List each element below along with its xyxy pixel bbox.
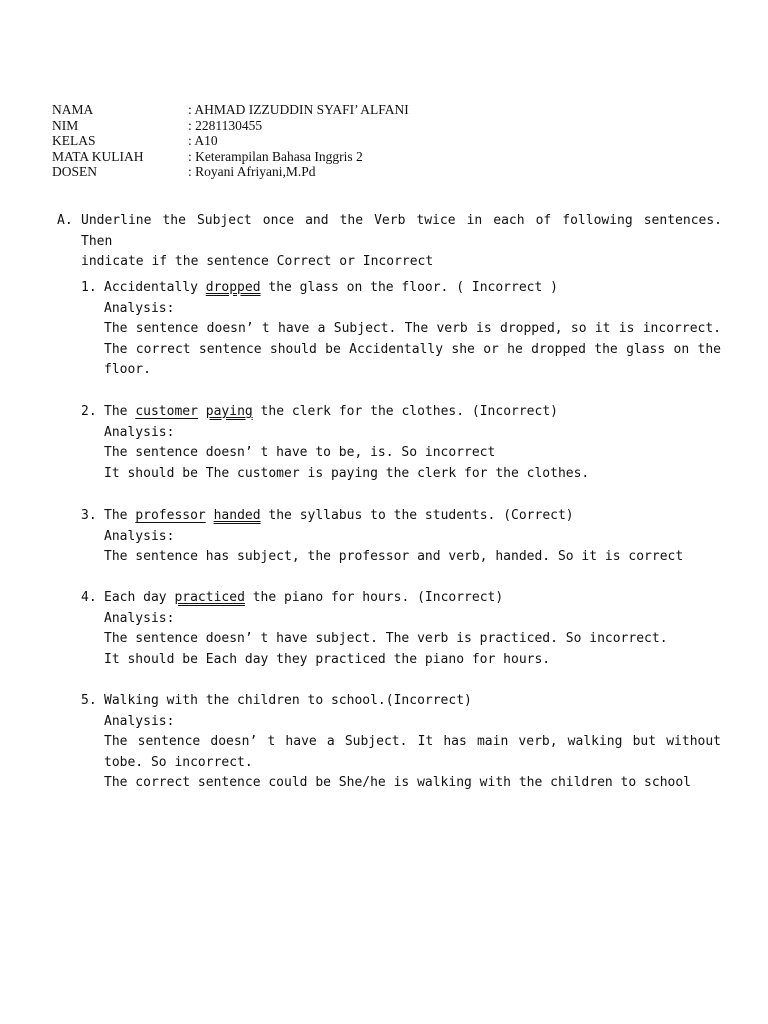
list-item (81, 402, 721, 484)
analysis-line: The sentence doesn’ t have a Subject. It has main verb, walking but without (104, 734, 721, 750)
analysis-line: It should be The customer is paying the clerk for the clothes. (104, 465, 590, 481)
list-item (81, 278, 721, 381)
subject-underlined: customer (135, 404, 198, 419)
sentence-text: the piano for hours. (Incorrect) (244, 590, 504, 605)
analysis-label: Analysis: (104, 610, 175, 626)
sentence-text (198, 404, 206, 419)
info-row-dosen (52, 164, 409, 180)
analysis-label: Analysis: (104, 528, 175, 544)
section-marker: A. (57, 213, 73, 228)
analysis-label: Analysis: (104, 713, 175, 729)
analysis-label: Analysis: (104, 300, 175, 316)
analysis-line: The sentence doesn’ t have to be, is. So incorrect (104, 445, 496, 461)
instruction-line: Underline the Subject once and the Verb twice in each of following sentences. Then (81, 213, 722, 249)
info-value: : Keterampilan Bahasa Inggris 2 (188, 148, 363, 164)
info-row-nim (52, 118, 409, 134)
list-item (81, 506, 721, 568)
analysis-line: The correct sentence should be Accidentally she or he dropped the glass on the (104, 341, 721, 357)
info-value: : AHMAD IZZUDDIN SYAFI’ ALFANI (188, 102, 409, 117)
section-instructions (57, 211, 722, 273)
analysis-line: It should be Each day they practiced the piano for hours. (104, 651, 551, 667)
item-sentence (104, 278, 721, 299)
info-label: MATA KULIAH (52, 148, 144, 164)
analysis-line: The correct sentence could be She/he is walking with the children to school (104, 775, 691, 791)
info-label: KELAS (52, 133, 96, 148)
info-row-nama (52, 102, 409, 118)
item-sentence (104, 506, 721, 527)
item-sentence (104, 402, 721, 423)
item-number: 1. (81, 280, 97, 295)
sentence-text: The (104, 508, 136, 523)
analysis-line: tobe. So incorrect. (104, 754, 253, 770)
verb-underlined: dropped (205, 280, 261, 295)
item-sentence (104, 588, 721, 609)
sentence-text: Each day (104, 590, 175, 605)
instruction-line: indicate if the sentence Correct or Incorrect (81, 254, 434, 270)
info-label: NAMA (52, 102, 94, 117)
sentence-text: the glass on the floor. ( Incorrect ) (260, 280, 558, 295)
verb-underlined: practiced (174, 590, 245, 605)
item-number: 4. (81, 590, 97, 605)
item-number: 3. (81, 508, 97, 523)
info-label: DOSEN (52, 164, 98, 179)
list-item (81, 588, 721, 670)
subject-underlined: professor (135, 508, 206, 523)
info-row-mata-kuliah (52, 149, 409, 165)
info-row-kelas (52, 133, 409, 149)
info-label: NIM (52, 117, 79, 133)
item-sentence: Walking with the children to school.(Incorrect) (104, 693, 472, 708)
sentence-text: The (104, 404, 136, 419)
verb-underlined: handed (213, 508, 261, 523)
analysis-label: Analysis: (104, 424, 175, 440)
info-value: : Royani Afriyani,M.Pd (188, 164, 316, 179)
list-item (81, 691, 721, 794)
item-number: 5. (81, 693, 97, 708)
analysis-line: The sentence doesn’ t have subject. The verb is practiced. So incorrect. (104, 631, 668, 647)
info-value: : 2281130455 (188, 117, 263, 133)
item-number: 2. (81, 404, 97, 419)
student-info (52, 102, 409, 180)
sentence-text (206, 508, 214, 523)
sentence-text: the clerk for the clothes. (Incorrect) (252, 404, 558, 419)
analysis-line: The sentence doesn’ t have a Subject. The verb is dropped, so it is incorrect. (104, 321, 721, 337)
verb-underlined: paying (205, 404, 253, 419)
analysis-line: The sentence has subject, the professor and verb, handed. So it is correct (104, 549, 684, 565)
info-value: : A10 (188, 133, 218, 148)
sentence-text: the syllabus to the students. (Correct) (260, 508, 574, 523)
analysis-line: floor. (104, 362, 151, 378)
sentence-text: Accidentally (104, 280, 206, 295)
